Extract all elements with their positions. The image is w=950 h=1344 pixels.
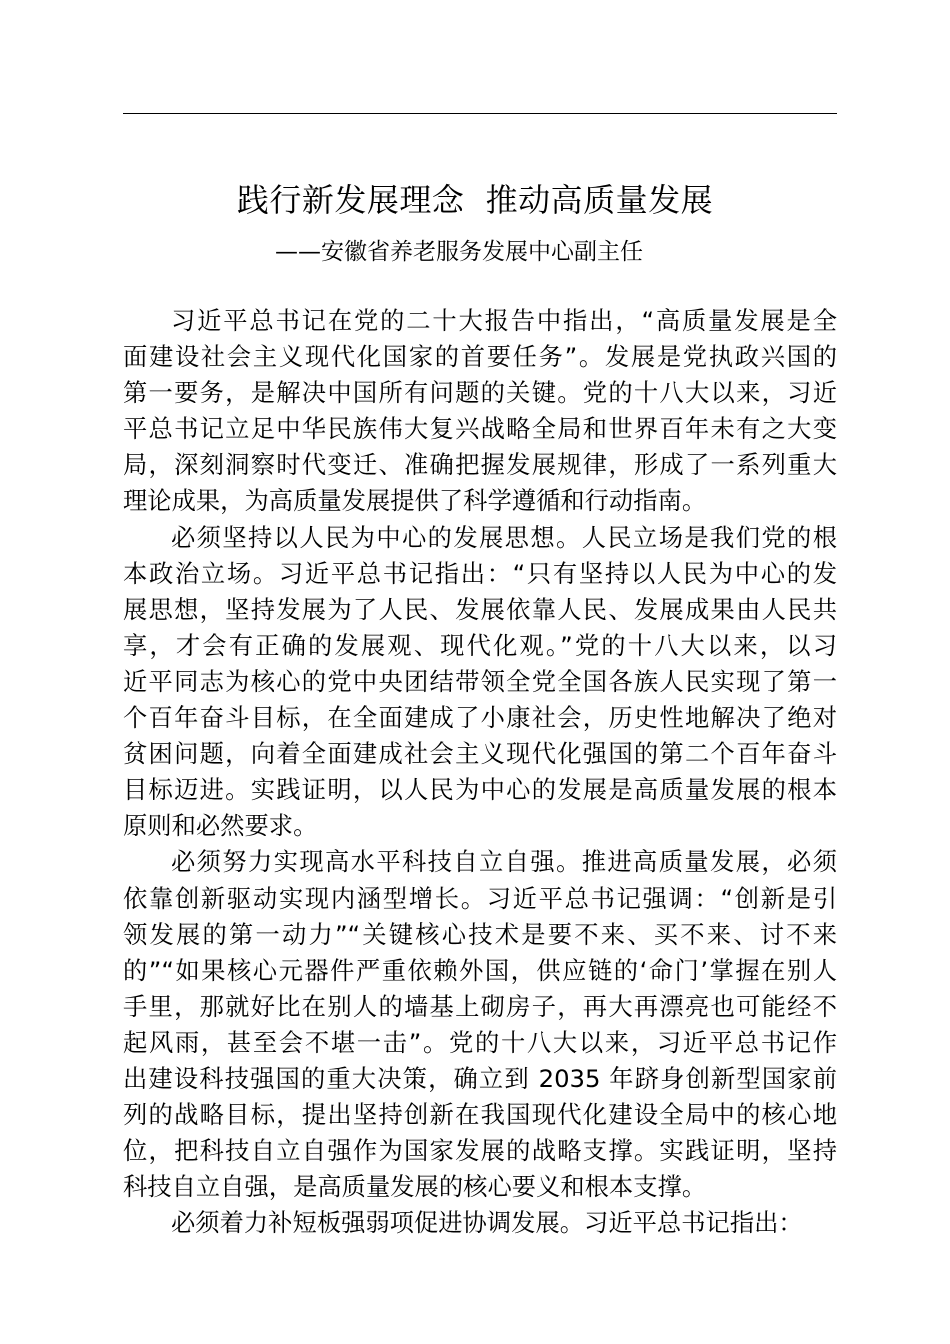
document-body	[123, 303, 837, 1241]
paragraph	[123, 303, 837, 520]
text-line: 面建设社会主义现代化国家的首要任务”。发展是党执政兴国的	[123, 342, 837, 372]
text-line: 位，把科技自立自强作为国家发展的战略支撑。实践证明，坚持	[123, 1136, 837, 1166]
page-subtitle: ——安徽省养老服务发展中心副主任	[275, 239, 643, 265]
text-line: 原则和必然要求。	[123, 811, 318, 841]
text-line: 必须努力实现高水平科技自立自强。推进高质量发展，必须	[171, 847, 837, 877]
text-line: 展思想，坚持发展为了人民、发展依靠人民、发展成果由人民共	[123, 594, 837, 624]
paragraph	[123, 844, 837, 1205]
text-line: 目标迈进。实践证明，以人民为中心的发展是高质量发展的根本	[123, 775, 837, 805]
text-line: 出建设科技强国的重大决策，确立到 2035 年跻身创新型国家前	[123, 1063, 837, 1093]
header-rule	[123, 113, 837, 114]
text-line: 手里，那就好比在别人的墙基上砌房子，再大再漂亮也可能经不	[123, 991, 837, 1021]
text-line: 享，才会有正确的发展观、现代化观。”党的十八大以来，以习	[123, 630, 837, 660]
text-line: 贫困问题，向着全面建成社会主义现代化强国的第二个百年奋斗	[123, 739, 837, 769]
text-line: 科技自立自强，是高质量发展的核心要义和根本支撑。	[123, 1172, 707, 1202]
paragraph	[123, 520, 837, 845]
text-line: 近平同志为核心的党中央团结带领全党全国各族人民实现了第一	[123, 666, 837, 696]
text-line: 本政治立场。习近平总书记指出：“只有坚持以人民为中心的发	[123, 558, 837, 588]
text-line: 的”“如果核心元器件严重依赖外国，供应链的‘命门’掌握在别人	[123, 955, 837, 985]
text-line: 依靠创新驱动实现内涵型增长。习近平总书记强调：“创新是引	[123, 883, 837, 913]
text-line: 个百年奋斗目标，在全面建成了小康社会，历史性地解决了绝对	[123, 703, 837, 733]
page-title: 践行新发展理念 推动高质量发展	[236, 181, 714, 219]
text-line: 第一要务，是解决中国所有问题的关键。党的十八大以来，习近	[123, 378, 837, 408]
text-line: 局，深刻洞察时代变迁、准确把握发展规律，形成了一系列重大	[123, 450, 837, 480]
text-line: 领发展的第一动力”“关键核心技术是要不来、买不来、讨不来	[123, 919, 837, 949]
text-line: 起风雨，甚至会不堪一击”。党的十八大以来，习近平总书记作	[123, 1027, 837, 1057]
text-line: 列的战略目标，提出坚持创新在我国现代化建设全局中的核心地	[123, 1100, 837, 1130]
text-line: 理论成果，为高质量发展提供了科学遵循和行动指南。	[123, 486, 707, 516]
text-line: 习近平总书记在党的二十大报告中指出，“高质量发展是全	[171, 306, 837, 335]
text-line: 必须着力补短板强弱项促进协调发展。习近平总书记指出：	[171, 1208, 803, 1238]
paragraph	[123, 1205, 837, 1241]
text-line: 平总书记立足中华民族伟大复兴战略全局和世界百年未有之大变	[123, 414, 837, 444]
text-line: 必须坚持以人民为中心的发展思想。人民立场是我们党的根	[171, 522, 837, 552]
